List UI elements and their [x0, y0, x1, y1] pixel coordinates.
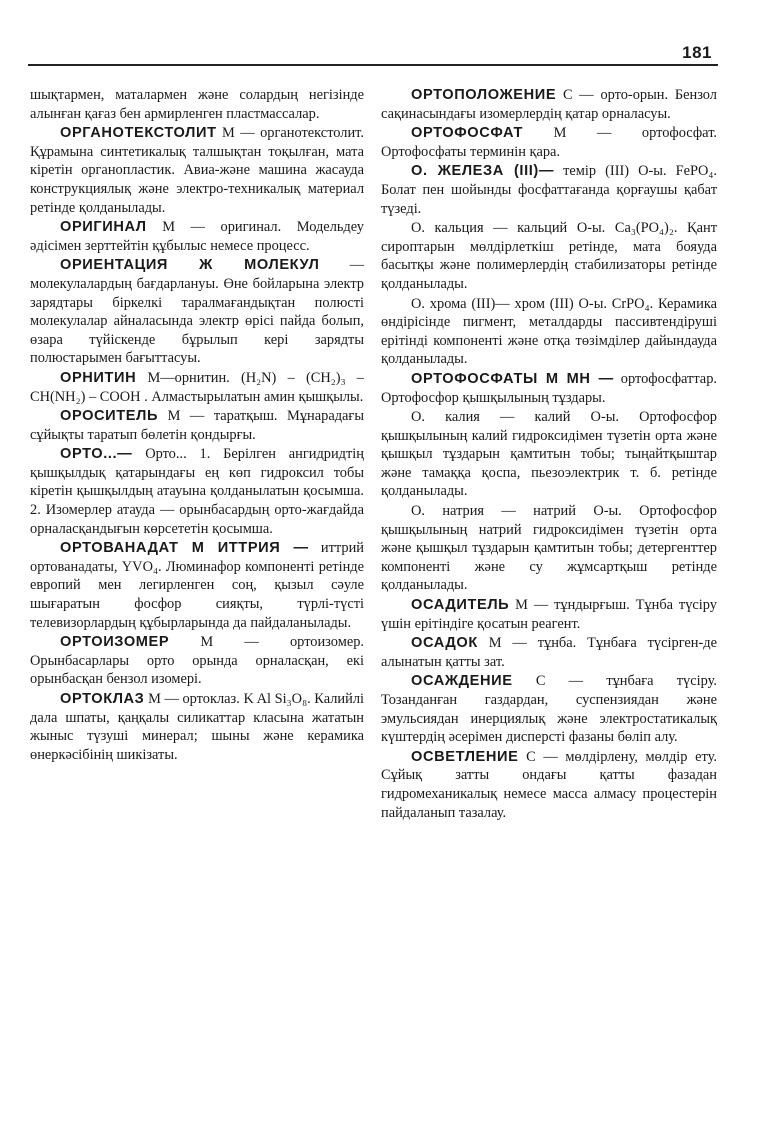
entry-ortopolozhenie: [381, 86, 717, 123]
entry-ortoizomer: [30, 633, 364, 689]
entry-text: М — ортоизомер. Орынбасарлары орто орында орналасқан, екі орынбасқан бензол изомері.: [30, 634, 364, 688]
entry-text: О. кальция — кальций О-ы. Ca₃(PO₄)₂. Қант сироптарын мөлдірлеткіш ретінде, мата бояуда басытқы және полимерлердің стабилизаторы ретінде қолданылады.: [381, 220, 717, 292]
right-column: [381, 86, 717, 823]
entry-headword: ОРТОФОСФАТ: [411, 125, 523, 142]
entry-headword: ОРТОКЛАЗ: [60, 691, 145, 707]
entry-osazhdenie: [381, 672, 717, 746]
entry-headword: ОРИЕНТАЦИЯ Ж МОЛЕКУЛ: [60, 257, 320, 274]
entry-ortovanadat: [30, 539, 364, 632]
entry-ortofosfat-khroma: [381, 295, 717, 369]
entry-headword: ОРТОИЗОМЕР: [60, 634, 170, 651]
entry-orto: [30, 445, 364, 538]
entry-headword: ОРТО...—: [60, 446, 133, 463]
entry-headword: ОРИГИНАЛ: [60, 219, 147, 236]
entry-ortoklaz: [30, 690, 364, 764]
entry-ortofosfaty: [381, 370, 717, 407]
entry-text: М — ортофосфат. Ортофосфаты терминін қара.: [381, 125, 717, 160]
entry-text: М—орнитин. (H₂N) – (CH₂)₃ – CH(NH₂) – COOH . Алмастырылатын амин қышқылы.: [30, 369, 364, 405]
entry-headword: ОРНИТИН: [60, 369, 137, 386]
entry-original: [30, 218, 364, 255]
entry-headword: ОРТОВАНАДАТ М ИТТРИЯ —: [60, 540, 309, 557]
entry-ornitin: [30, 369, 364, 406]
entry-text: С — мөлдірлену, мөлдір ету. Сұйық затты ондағы қатты фазадан гидромеханикалық немесе масса алмасу процестерін пайдаланып тазалау.: [381, 748, 717, 821]
entry-osadok: [381, 634, 717, 671]
entry-headword: О. ЖЕЛЕЗА (III)—: [411, 163, 555, 180]
entry-text: М — тұндырғыш. Тұнба түсіру үшін ерітіндіге қосатын реагент.: [381, 597, 717, 632]
entry-orositel: [30, 407, 364, 444]
entry-osaditel: [381, 596, 717, 633]
entry-text: шықтармен, маталармен және солардың негізінде алынған қағаз бен армирленген пластмассалар.: [30, 87, 364, 122]
entry-ortofosfaty-natriya: [381, 502, 717, 595]
entry-text: С — тұнбаға түсіру. Тозанданған газдардан, суспензиядан және эмульсиядан инерциялық және электростатикалық күштердің әсерімен дисперсті фазаны бөліп алу.: [381, 673, 717, 746]
entry-text: — молекулалардың бағдарлануы. Өне бойларына электр зарядтары біркелкі таралмағандықтан полюсті молекулалар айналасында электр өрісі пайда болып, өзара түйіскенде бұрылып кері зарядты полюстарымен бағыттасуы.: [30, 257, 364, 367]
page-number: 181: [682, 43, 712, 62]
entry-orientatsiya: [30, 256, 364, 368]
entry-headword: ОСАДИТЕЛЬ: [411, 597, 510, 614]
entry-text: ортофосфаттар. Ортофосфор қышқылының тұздары.: [381, 370, 717, 406]
entry-ortofosfat: [381, 124, 717, 161]
entry-text: О. хрома (III)— хром (III) О-ы. CrPO₄. Керамика өндірісінде пигмент, металдарды пассивтендіруші ерітінді компоненті және отқа төзімділер дайындауда қолданылады.: [381, 295, 717, 368]
entry-headword: ОРГАНОТЕКСТОЛИТ: [60, 125, 217, 142]
entry-ortofosfaty-kaliya: [381, 408, 717, 501]
entry-headword: ОРТОПОЛОЖЕНИЕ: [411, 87, 557, 103]
entry-text: иттрий ортованадаты, YVO₄. Люминафор компоненті ретінде европий мен легирленген соң, қызыл сәуле шығаратын фосфор сияқты, түрлі-түсті телевизорлардың құбырларында да пайдаланылады.: [30, 540, 364, 631]
entry-text: О. калия — калий О-ы. Ортофосфор қышқылының калий гидроксидімен түзетін орта және қышқыл тұздарын қамтитын тобы; тыңайтқыштар және тамаққа қоспа, пьезоэлектрик т. б. ретінде қолданылады.: [381, 409, 717, 500]
entry-text: Орто... 1. Берілген ангидридтің қышқылдық қатарындағы ең көп гидроксил тобы кіретін қышқылдың атауына қолданылатын қосымша. 2. Изомерлер атауда — орынбасардың орто-жағдайда орналасқандығын көрсететін қосымша.: [30, 446, 364, 537]
entry-headword: ОСАДОК: [411, 635, 478, 652]
entry-organotekstolit: [30, 124, 364, 217]
entry-text: М — органотекстолит. Құрамына синтетикалық талшықтан тоқылған, мата кіретін органопластик. Авиа-және машина жасауда конструкциялық және электро-техникалық материал ретінде қолданылады.: [30, 125, 364, 216]
entry-headword: ОСАЖДЕНИЕ: [411, 673, 513, 690]
entry-continuation: [30, 86, 364, 123]
entry-text: М — оригинал. Модельдеу әдісімен зерттейтін құбылыс немесе процесс.: [30, 219, 364, 254]
left-column: [30, 86, 364, 765]
entry-text: М — тұнба. Тұнбаға түсірген-де алынатын қатты зат.: [381, 635, 717, 670]
entry-headword: ОРОСИТЕЛЬ: [60, 408, 159, 425]
entry-ortofosfat-kaltsiya: [381, 219, 717, 293]
entry-text: темір (III) О-ы. FePO₄. Болат пен шойынды фосфаттағанда қорғаушы қабат түзеді.: [381, 163, 717, 217]
entry-ortofosfat-zheleza: [381, 162, 717, 218]
entry-osvetlenie: [381, 748, 717, 822]
entry-text: О. натрия — натрий О-ы. Ортофосфор қышқылының натрий гидроксидімен түзетін орта және қышқыл тұздарын қамтитын тобы; детергенттер компоненті және су жұмсартқыш ретінде қолданылады.: [381, 503, 717, 594]
header-rule: [28, 64, 718, 66]
entry-text: М — ортоклаз. K Al Si₃O₈. Калийлі дала шпаты, қаңқалы силикаттар класына жататын жыныс түзуші минерал; шыны және керамика өнеркәсібінің шикізаты.: [30, 691, 364, 763]
entry-text: С — орто-орын. Бензол сақинасындағы изомерлердің қатар орналасуы.: [381, 87, 717, 122]
entry-headword: ОСВЕТЛЕНИЕ: [411, 748, 519, 765]
entry-headword: ОРТОФОСФАТЫ М МН —: [411, 370, 614, 387]
entry-text: М — таратқыш. Мұнарадағы сұйықты таратып бөлетін қондырғы.: [30, 408, 364, 443]
